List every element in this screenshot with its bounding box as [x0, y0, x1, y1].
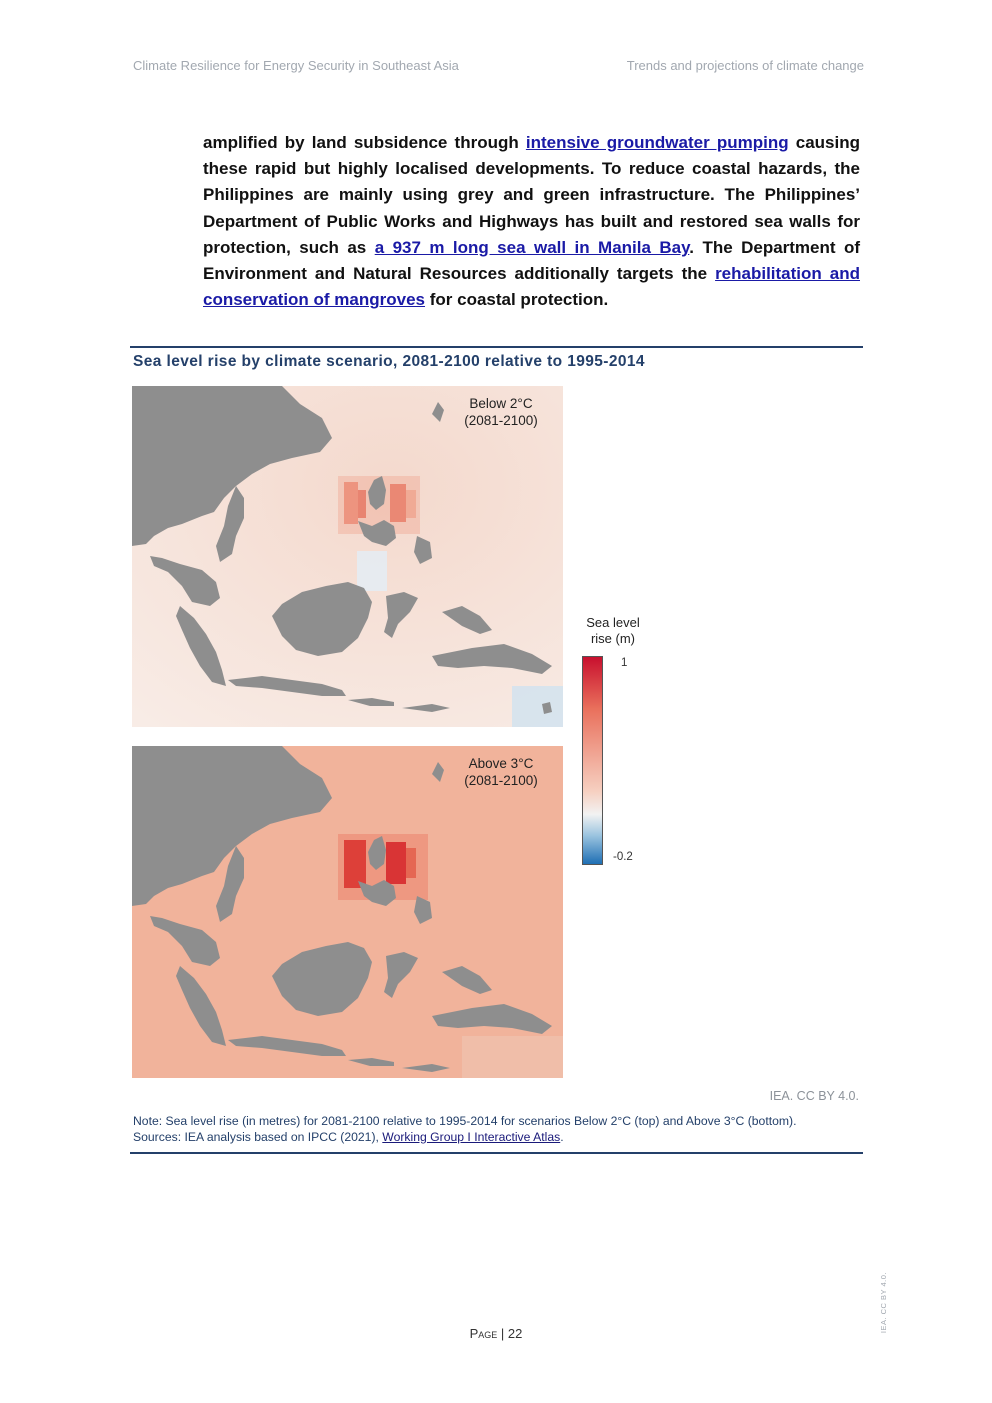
body-text-3: . The Department of Environment and Natural Resources additionally targets the [203, 237, 861, 284]
figure-note-text: Note: Sea level rise (in metres) for 2081-2100 relative to 1995-2014 for scenarios Below 2°C (top) and Above 3°C (bottom). [133, 1114, 797, 1128]
map-below-2c-graphic [132, 386, 563, 727]
body-text-4: for coastal protection. [425, 290, 609, 310]
page-number [0, 1326, 992, 1341]
map-below-2c [132, 386, 563, 727]
map-above-3c-label-line1: Above 3°C [468, 756, 534, 771]
figure-sources-prefix: Sources: IEA analysis based on IPCC (2021), [133, 1130, 383, 1144]
side-license-text: IEA. CC BY 4.0. [879, 1272, 888, 1334]
figure-note [133, 1113, 863, 1145]
interactive-atlas-link[interactable]: Working Group I Interactive Atlas [382, 1130, 561, 1144]
body-text-1: amplified by land subsidence through [203, 133, 526, 152]
map-above-3c-graphic [132, 746, 563, 1078]
mangroves-link[interactable]: rehabilitation and conservation of mangroves [203, 264, 860, 310]
figure-sources [133, 1129, 863, 1145]
map-above-3c [132, 746, 563, 1078]
legend-title-line2: rise (m) [590, 631, 636, 646]
page-separator: | [497, 1326, 508, 1341]
body-paragraph [203, 130, 860, 313]
figure-title: Sea level rise by climate scenario, 2081-2100 relative to 1995-2014 [133, 353, 645, 370]
map-above-3c-label-line2: (2081-2100) [464, 773, 538, 788]
figure-credit: IEA. CC BY 4.0. [769, 1089, 859, 1103]
figure-sources-suffix: . [560, 1130, 564, 1144]
page-header-left: Climate Resilience for Energy Security in Southeast Asia [133, 58, 459, 73]
map-below-2c-label [451, 395, 551, 429]
page-number-value: 22 [507, 1326, 523, 1341]
legend-title [573, 615, 653, 647]
legend-max-label: 1 [621, 657, 628, 669]
figure-top-rule [130, 346, 863, 348]
legend-color-bar [582, 656, 603, 865]
legend-min-label: -0.2 [613, 851, 633, 863]
body-text-2: causing these rapid but highly localised developments. To reduce coastal hazards, the Philippines are mainly using grey and green infrastructure. The Philippines’ Department of Public Works and Highways has built and restored sea walls for protection, such as [203, 133, 860, 257]
manila-bay-sea-wall-link[interactable]: a 937 m long sea wall in Manila Bay [374, 237, 690, 257]
map-below-2c-label-line1: Below 2°C [469, 396, 533, 411]
page-header-right: Trends and projections of climate change [626, 58, 864, 73]
groundwater-pumping-link[interactable]: intensive groundwater pumping [525, 133, 789, 152]
legend-title-line1: Sea level [586, 615, 640, 630]
figure-bottom-rule [130, 1152, 863, 1154]
page-word: Page [469, 1326, 498, 1341]
map-below-2c-label-line2: (2081-2100) [464, 413, 538, 428]
map-above-3c-label [451, 755, 551, 789]
